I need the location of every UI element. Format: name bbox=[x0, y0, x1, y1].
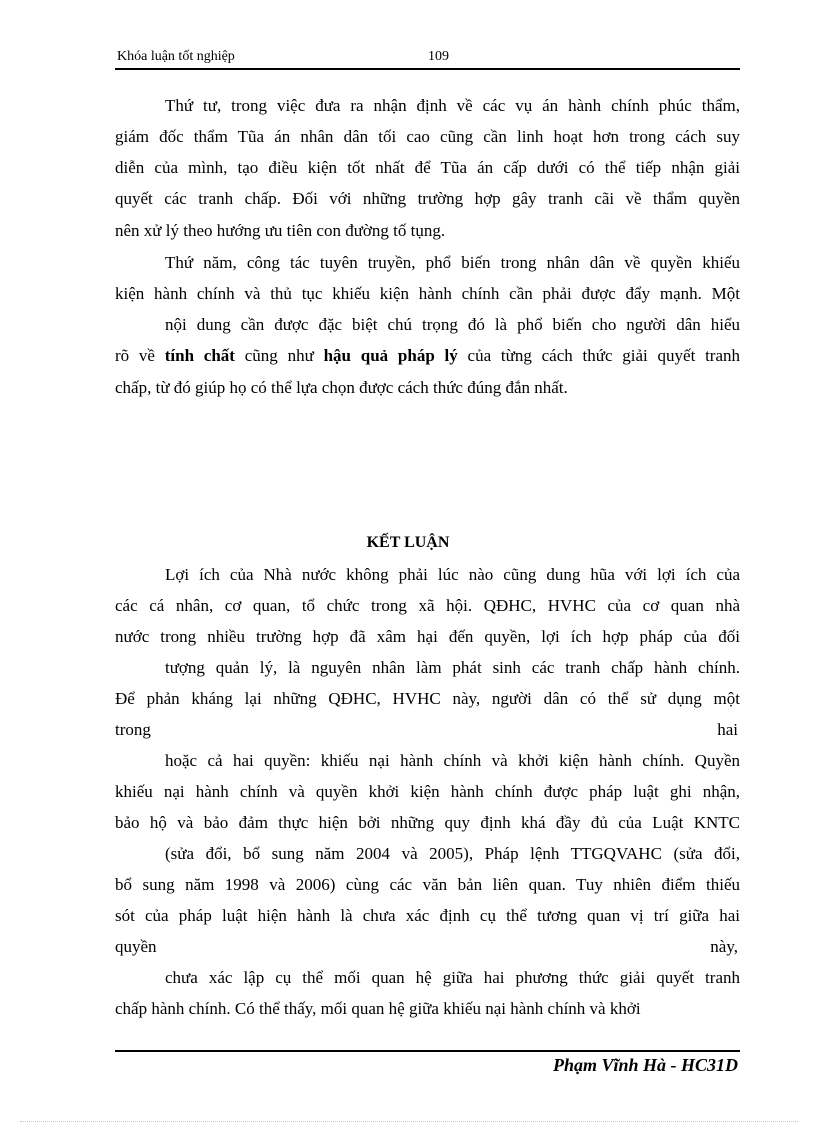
text-line: trong bbox=[115, 720, 151, 739]
text-line: kiện hành chính và thủ tục khiếu kiện hành chính cần phải được đẩy mạnh. Một bbox=[115, 284, 740, 303]
text-line: (sửa đổi, bổ sung năm 2004 và 2005), Pháp lệnh TTGQVAHC (sửa đổi, bbox=[165, 844, 740, 863]
text-run: cũng như bbox=[234, 346, 324, 365]
text-line: hai bbox=[717, 720, 738, 739]
header-rule bbox=[115, 68, 740, 70]
text-line: Để phản kháng lại những QĐHC, HVHC này, người dân có thể sử dụng một bbox=[115, 689, 740, 708]
footer-rule bbox=[115, 1050, 740, 1052]
page-number: 109 bbox=[428, 49, 449, 64]
text-line: chấp, từ đó giúp họ có thể lựa chọn được cách thức đúng đắn nhất. bbox=[115, 378, 568, 397]
text-line: bổ sung năm 1998 và 2006) cùng các văn bản liên quan. Tuy nhiên điểm thiếu bbox=[115, 875, 740, 894]
bold-term: tính chất bbox=[164, 346, 235, 365]
text-line-emphasis bbox=[115, 346, 740, 366]
text-line: bảo hộ và bảo đảm thực hiện bởi những quy định khá đầy đủ của Luật KNTC bbox=[115, 813, 740, 832]
text-line: tượng quản lý, là nguyên nhân làm phát sinh các tranh chấp hành chính. bbox=[165, 658, 740, 677]
text-line: sót của pháp luật hiện hành là chưa xác định cụ thể tương quan vị trí giữa hai bbox=[115, 906, 740, 925]
text-line: hoặc cả hai quyền: khiếu nại hành chính và khởi kiện hành chính. Quyền bbox=[165, 751, 740, 770]
text-line: chưa xác lập cụ thể mối quan hệ giữa hai phương thức giải quyết tranh bbox=[165, 968, 740, 987]
text-line: nên xử lý theo hướng ưu tiên con đường tố tụng. bbox=[115, 221, 446, 240]
footer-author: Phạm Vĩnh Hà - HC31D bbox=[552, 1055, 738, 1075]
text-line: khiếu nại hành chính và quyền khởi kiện hành chính được pháp luật ghi nhận, bbox=[115, 782, 740, 801]
text-run: của từng cách thức giải quyết tranh bbox=[457, 346, 740, 365]
text-line: nội dung cần được đặc biệt chú trọng đó là phổ biến cho người dân hiểu bbox=[165, 315, 740, 334]
text-run: rõ về bbox=[115, 346, 165, 365]
text-line: các cá nhân, cơ quan, tổ chức trong xã hội. QĐHC, HVHC của cơ quan nhà bbox=[115, 596, 740, 615]
header-title: Khóa luận tốt nghiệp bbox=[117, 49, 235, 64]
text-line: giám đốc thẩm Tũa án nhân dân tối cao cũng cần linh hoạt hơn trong cách suy bbox=[115, 127, 740, 146]
text-line: chấp hành chính. Có thể thấy, mối quan hệ giữa khiếu nại hành chính và khởi bbox=[115, 999, 641, 1018]
bold-term: hậu quả pháp lý bbox=[323, 346, 458, 365]
text-line: Thứ năm, công tác tuyên truyền, phổ biến trong nhân dân về quyền khiếu bbox=[165, 253, 740, 272]
text-line: quyết các tranh chấp. Đối với những trường hợp gây tranh cãi về thẩm quyền bbox=[115, 189, 740, 208]
text-line: quyền bbox=[115, 937, 157, 956]
page-edge bbox=[20, 1121, 798, 1122]
text-line: Lợi ích của Nhà nước không phải lúc nào cũng dung hũa với lợi ích của bbox=[165, 565, 740, 584]
text-line: nước trong nhiều trường hợp đã xâm hại đến quyền, lợi ích hợp pháp của đối bbox=[115, 627, 740, 646]
section-title: KẾT LUẬN bbox=[366, 534, 450, 551]
text-line: diễn của mình, tạo điều kiện tốt nhất để Tũa án cấp dưới có thể tiếp nhận giải bbox=[115, 158, 740, 177]
text-line: này, bbox=[710, 937, 738, 956]
text-line: Thứ tư, trong việc đưa ra nhận định về các vụ án hành chính phúc thẩm, bbox=[165, 96, 740, 115]
